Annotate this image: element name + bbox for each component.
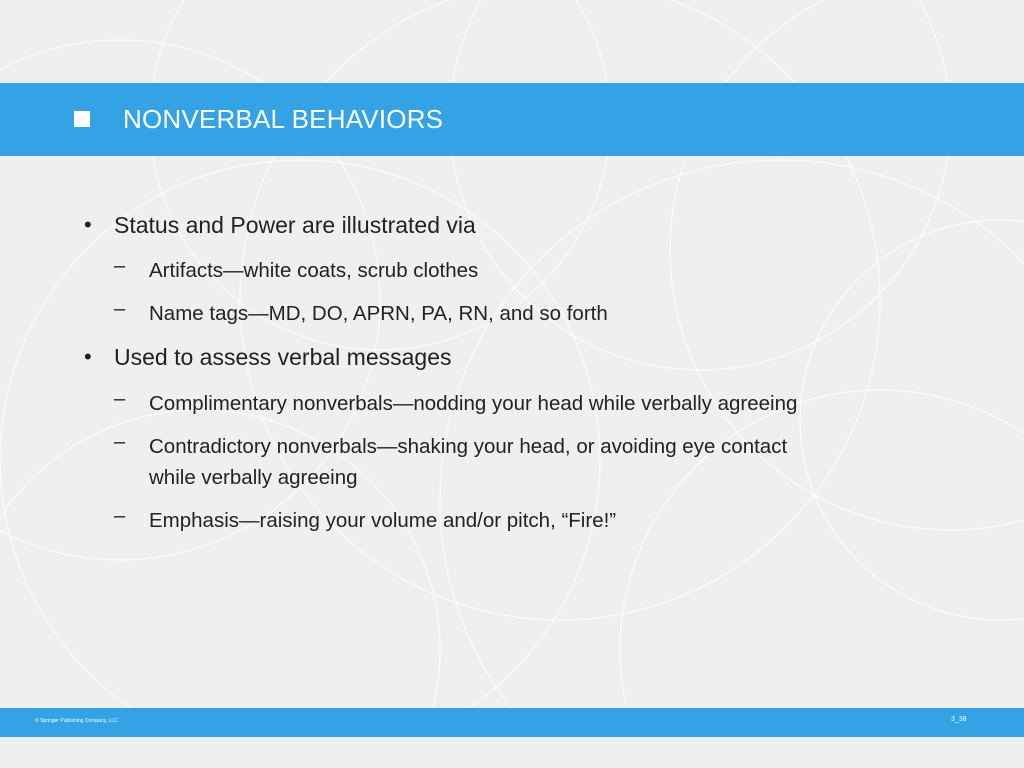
bullet-marker: • — [84, 212, 92, 237]
sub-bullet-marker: – — [114, 388, 126, 410]
sub-bullet-marker: – — [114, 505, 126, 527]
bullet-text: Status and Power are illustrated via — [114, 212, 476, 238]
bottom-strip — [0, 737, 1024, 768]
sub-bullet-text-line2: while verbally agreeing — [149, 466, 358, 489]
sub-bullet-text: Artifacts—white coats, scrub clothes — [149, 259, 479, 282]
sub-bullet-marker: – — [114, 255, 126, 277]
sub-bullet-text: Complimentary nonverbals—nodding your head while verbally agreeing — [149, 392, 798, 415]
sub-bullet-text: Name tags—MD, DO, APRN, PA, RN, and so forth — [149, 302, 608, 325]
slide-number: 3_38 — [951, 716, 967, 723]
sub-bullet-text-line1: Contradictory nonverbals—shaking your head, or avoiding eye contact — [149, 435, 788, 458]
slide-title: NONVERBAL BEHAVIORS — [123, 104, 444, 134]
sub-bullet-marker: – — [114, 431, 126, 453]
sub-bullet-text: Emphasis—raising your volume and/or pitch, “Fire!” — [149, 509, 617, 532]
bullet-text: Used to assess verbal messages — [114, 344, 452, 370]
sub-bullet-marker: – — [114, 298, 126, 320]
bullet-marker: • — [84, 344, 92, 369]
footer-copyright: © Springer Publishing Company, LLC — [35, 718, 118, 724]
footer-bar — [0, 708, 1024, 737]
